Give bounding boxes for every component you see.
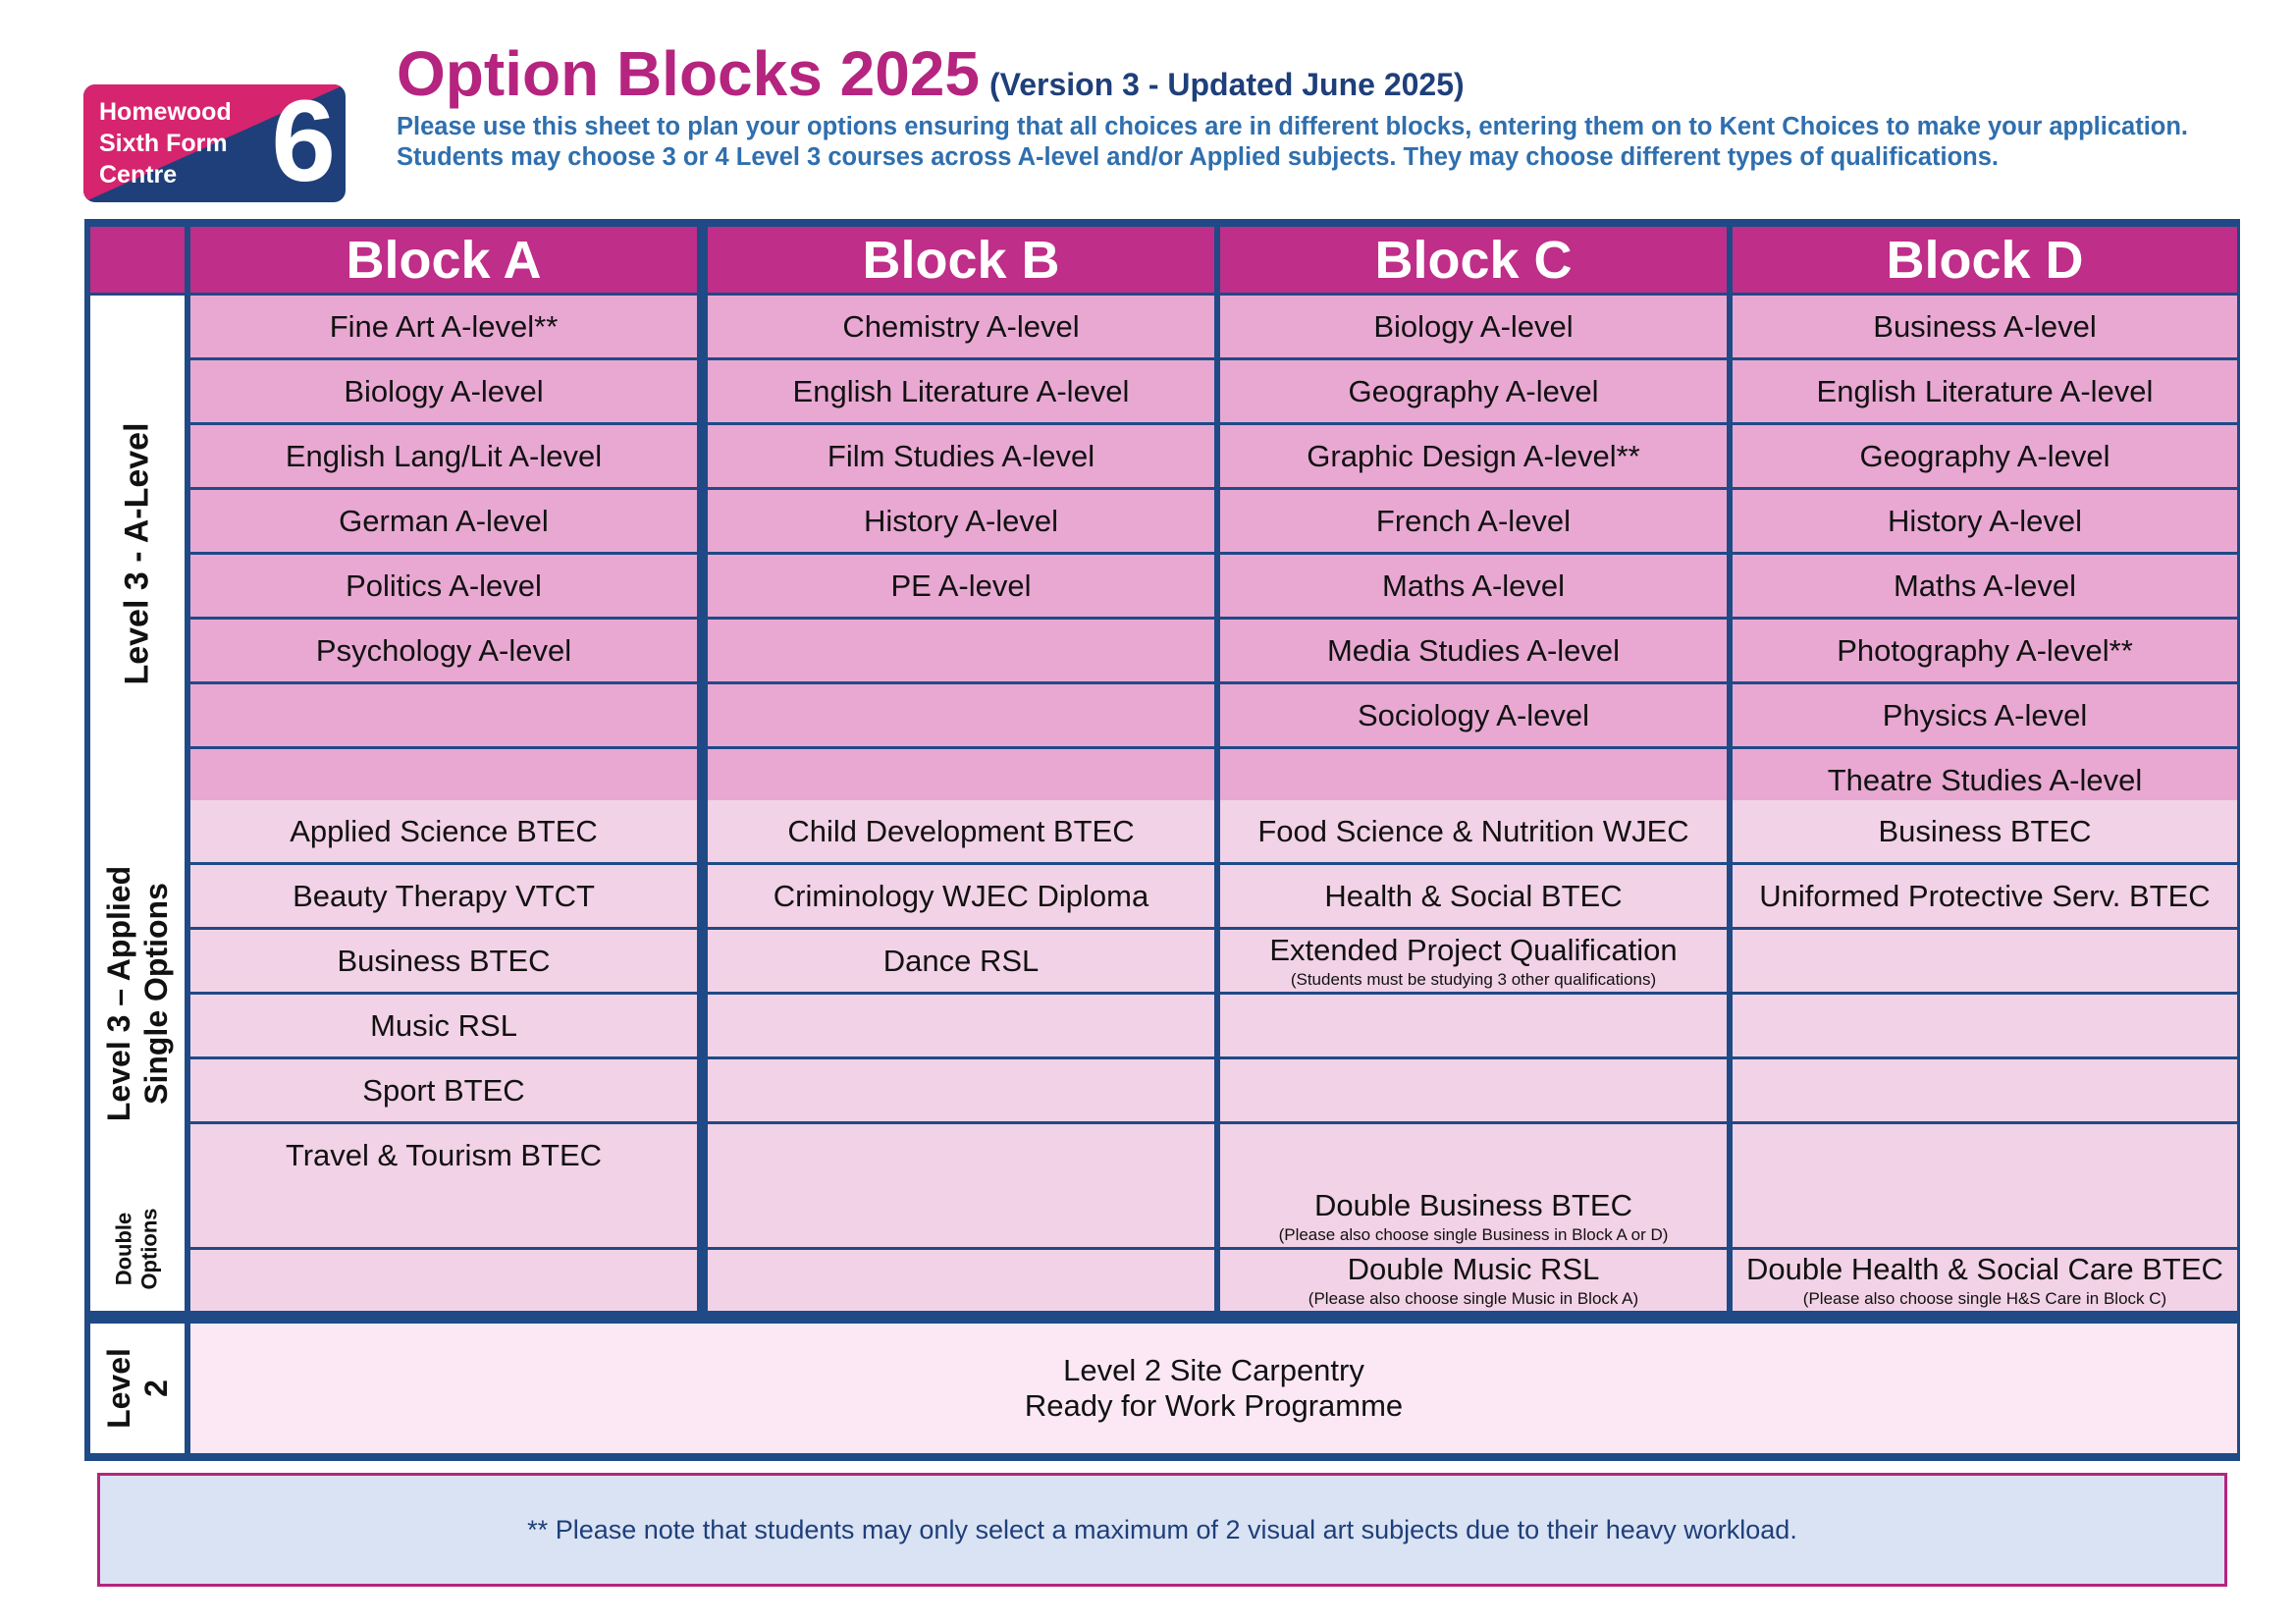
alevel-cell <box>708 684 1214 746</box>
applied-cell <box>1220 1059 1727 1121</box>
page-title <box>397 37 1465 110</box>
double-cell-title: Double Business BTEC <box>1314 1188 1632 1222</box>
alevel-cell: History A-level <box>1733 490 2237 552</box>
section-label-applied-label: Level 3 – Applied Single Options <box>101 865 175 1121</box>
logo-line-2: Sixth Form <box>99 130 228 157</box>
alevel-cell: Maths A-level <box>1220 555 1727 617</box>
logo-line-1: Homewood <box>99 98 232 126</box>
alevel-cell: Business A-level <box>1733 296 2237 357</box>
applied-cell: Beauty Therapy VTCT <box>190 865 697 927</box>
applied-cell: Business BTEC <box>1733 800 2237 862</box>
applied-cell <box>708 1059 1214 1121</box>
alevel-cell: English Lang/Lit A-level <box>190 425 697 487</box>
title-version: (Version 3 - Updated June 2025) <box>988 67 1465 102</box>
double-cell <box>1220 1186 1727 1247</box>
applied-cell: Music RSL <box>190 995 697 1056</box>
alevel-cell <box>708 620 1214 681</box>
alevel-cell: PE A-level <box>708 555 1214 617</box>
applied-cell-note: (Students must be studying 3 other qualifications) <box>1290 969 1657 989</box>
level2-line-1: Level 2 Site Carpentry <box>1063 1353 1364 1387</box>
applied-cell: Food Science & Nutrition WJEC <box>1220 800 1727 862</box>
double-cell-title: Double Music RSL <box>1347 1252 1600 1286</box>
double-cell-note: (Please also choose single H&S Care in Block C) <box>1802 1289 2167 1308</box>
alevel-cell: Photography A-level** <box>1733 620 2237 681</box>
applied-cell: Dance RSL <box>708 930 1214 992</box>
double-cell <box>1733 1186 2237 1247</box>
section-label-double-label: Double Options <box>111 1207 162 1290</box>
alevel-cell: Geography A-level <box>1220 360 1727 422</box>
applied-cell: Child Development BTEC <box>708 800 1214 862</box>
section-label-level2-label: Level 2 <box>100 1348 174 1429</box>
section-label-applied <box>90 800 185 1186</box>
applied-cell: Criminology WJEC Diploma <box>708 865 1214 927</box>
block-header: Block B <box>708 227 1214 293</box>
alevel-cell: Film Studies A-level <box>708 425 1214 487</box>
applied-cell <box>1220 995 1727 1056</box>
alevel-cell: Geography A-level <box>1733 425 2237 487</box>
double-cell <box>1220 1250 1727 1311</box>
header-corner <box>90 227 185 293</box>
double-cell <box>190 1186 697 1247</box>
intro-text: Please use this sheet to plan your options ensuring that all choices are in different blocks, entering them on to Kent Choices to make your application. Students may choose 3 or 4 Level 3 courses across A-level and/or Applied subjects. They may choose different types of qualifications. <box>397 113 2189 171</box>
options-table <box>84 219 2240 1461</box>
double-cell <box>190 1250 697 1311</box>
alevel-cell: Biology A-level <box>190 360 697 422</box>
alevel-cell: Graphic Design A-level** <box>1220 425 1727 487</box>
section-label-alevel-label: Level 3 - A-Level <box>119 421 157 685</box>
double-cell-note: (Please also choose single Business in Block A or D) <box>1278 1225 1669 1244</box>
block-header: Block C <box>1220 227 1727 293</box>
alevel-cell: Media Studies A-level <box>1220 620 1727 681</box>
logo-line-3: Centre <box>99 161 178 189</box>
alevel-cell: English Literature A-level <box>1733 360 2237 422</box>
alevel-cell: Theatre Studies A-level <box>1733 749 2237 811</box>
alevel-cell: English Literature A-level <box>708 360 1214 422</box>
block-header: Block A <box>190 227 697 293</box>
applied-cell: Uniformed Protective Serv. BTEC <box>1733 865 2237 927</box>
alevel-cell: Chemistry A-level <box>708 296 1214 357</box>
applied-cell <box>708 995 1214 1056</box>
alevel-cell: Biology A-level <box>1220 296 1727 357</box>
logo-text <box>99 96 232 190</box>
applied-cell <box>1220 1124 1727 1186</box>
level2-line-2: Ready for Work Programme <box>1024 1388 1404 1423</box>
applied-cell: Applied Science BTEC <box>190 800 697 862</box>
alevel-cell: History A-level <box>708 490 1214 552</box>
alevel-cell: German A-level <box>190 490 697 552</box>
double-cell-title: Double Health & Social Care BTEC <box>1746 1252 2223 1286</box>
alevel-cell: Politics A-level <box>190 555 697 617</box>
block-header: Block D <box>1733 227 2237 293</box>
footer-note: ** Please note that students may only select a maximum of 2 visual art subjects due to their heavy workload. <box>97 1473 2227 1587</box>
applied-cell <box>1733 1059 2237 1121</box>
double-cell <box>708 1186 1214 1247</box>
applied-cell: Travel & Tourism BTEC <box>190 1124 697 1186</box>
school-logo <box>83 84 346 202</box>
alevel-cell: French A-level <box>1220 490 1727 552</box>
applied-cell <box>708 1124 1214 1186</box>
double-cell-note: (Please also choose single Music in Block A) <box>1308 1289 1639 1308</box>
applied-cell <box>1733 1124 2237 1186</box>
applied-cell <box>1733 995 2237 1056</box>
alevel-cell: Fine Art A-level** <box>190 296 697 357</box>
alevel-cell: Psychology A-level <box>190 620 697 681</box>
applied-cell: Health & Social BTEC <box>1220 865 1727 927</box>
level2-cell <box>190 1324 2237 1453</box>
alevel-cell <box>190 684 697 746</box>
section-label-double <box>90 1186 185 1311</box>
section-label-level2 <box>90 1324 185 1453</box>
alevel-cell: Physics A-level <box>1733 684 2237 746</box>
applied-cell <box>1220 930 1727 992</box>
section-label-alevel <box>90 296 185 811</box>
double-cell <box>708 1250 1214 1311</box>
alevel-cell: Sociology A-level <box>1220 684 1727 746</box>
double-cell <box>1733 1250 2237 1311</box>
applied-cell-title: Extended Project Qualification <box>1269 932 1678 967</box>
logo-number: 6 <box>271 84 336 202</box>
alevel-cell: Maths A-level <box>1733 555 2237 617</box>
applied-cell <box>1733 930 2237 992</box>
applied-cell: Business BTEC <box>190 930 697 992</box>
title-main: Option Blocks 2025 <box>397 38 980 109</box>
applied-cell: Sport BTEC <box>190 1059 697 1121</box>
